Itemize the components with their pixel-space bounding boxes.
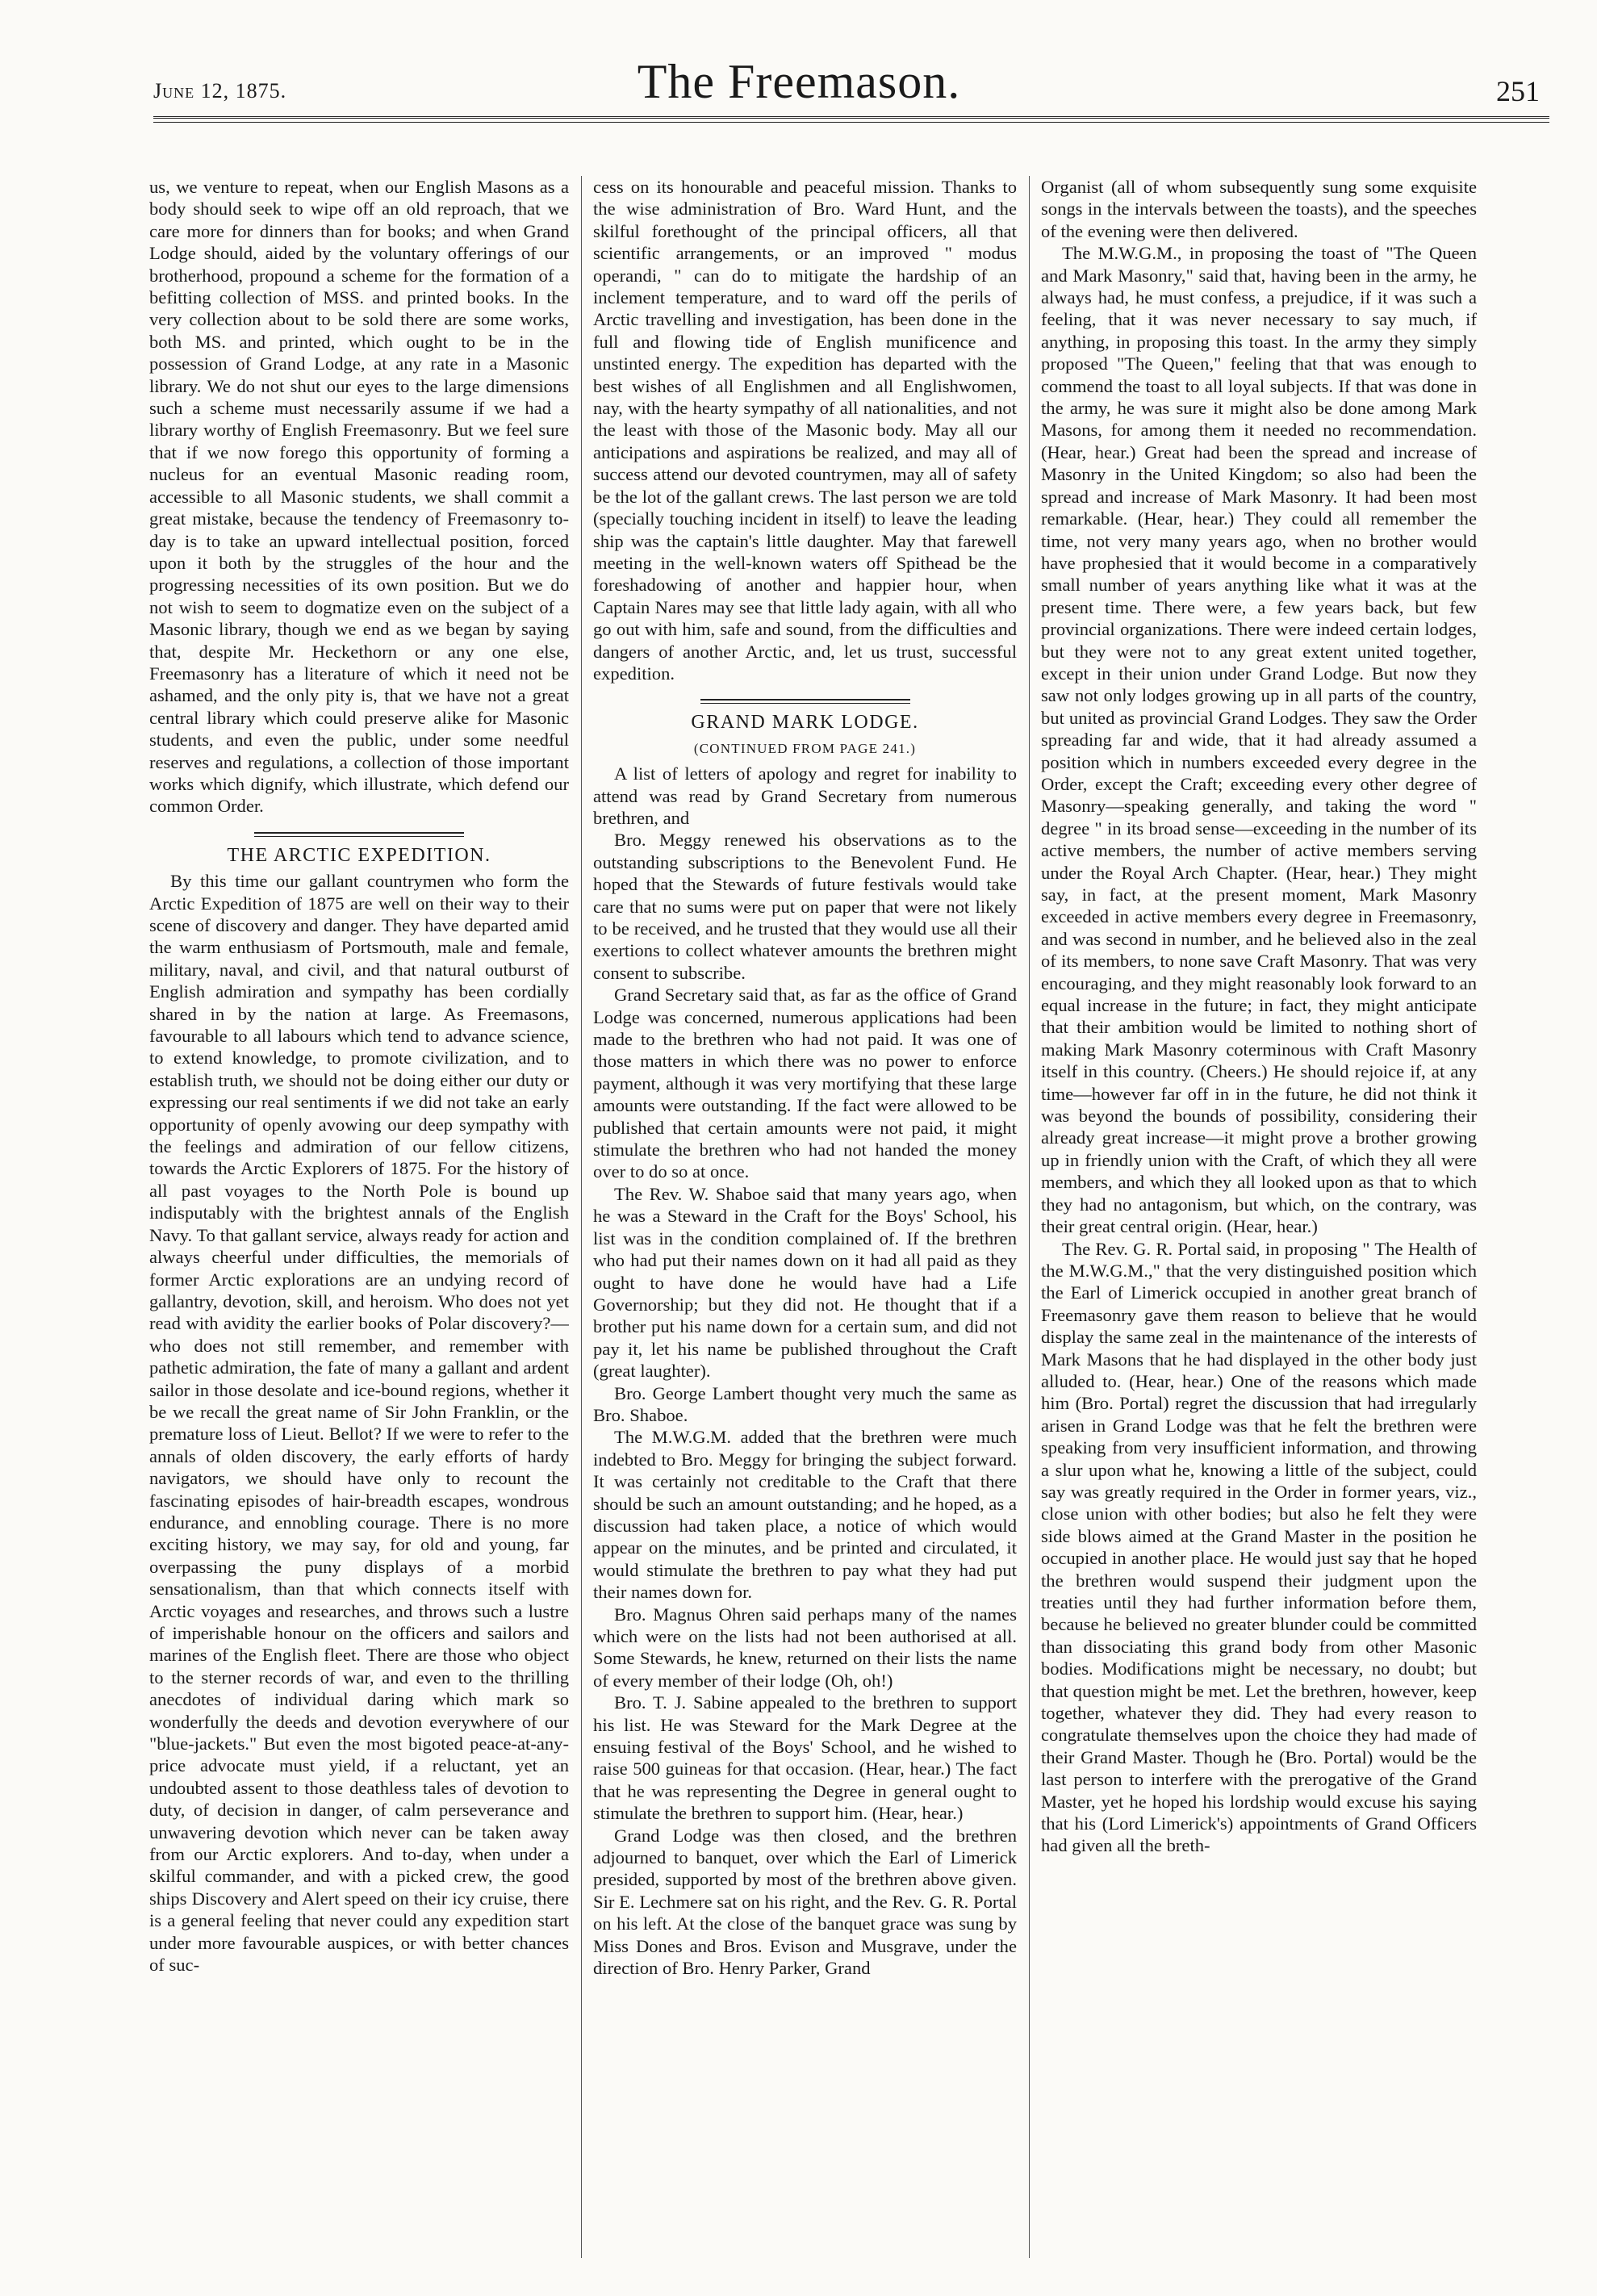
masthead — [48, 52, 1549, 140]
article-paragraph: Bro. Magnus Ohren said perhaps many of the names which were on the lists had not been authorised at all. Some Stewards, he knew, returned on their lists the name of every member of their lodge (Oh, oh!) — [593, 1604, 1017, 1691]
article-paragraph: Bro. T. J. Sabine appealed to the brethren to support his list. He was Steward for the Mark Degree at the ensuing festival of the Boys' School, and he wished to raise 500 guineas for that occasion. (Hear, hear.) The fact that he was representing the Degree in general ought to stimulate the brethren to support him. (Hear, hear.) — [593, 1692, 1017, 1824]
article-paragraph: The M.W.G.M., in proposing the toast of "The Queen and Mark Masonry," said that, having been in the army, he always had, he must confess, a prejudice, if it was such a feeling, that it was never necessary to say much, if anything, in proposing this toast. In the army they simply proposed "The Queen," feeling that that was enough to commend the toast to all loyal subjects. If that was done in the army, he was sure it might also be done among Mark Masons, for among them it needed no recommendation. (Hear, hear.) Great had been the spread and increase of Masonry in the United Kingdom; so also had been the spread and increase of Mark Masonry. It had been most remarkable. (Hear, hear.) They could all remember the time, not very many years ago, when no brother would have prophesied that it would become in a comparatively small number of years anything like what it was at the present time. There were, a few years back, but few provincial organizations. There were indeed certain lodges, but they were not to any great extent united together, except in their union under Grand Lodge. But now they saw not only lodges growing up in all parts of the country, but united as provincial Grand Lodges. They saw the Order spreading far and wide, that it had already assumed a position which in numbers exceeded every degree in the Order, except the Craft; exceeding every other degree of Masonry—speaking generally, and taking the word " degree " in its broad sense—exceeding in the number of its active members, the number of active members serving under the Royal Arch Chapter. (Hear, hear.) They might say, in fact, at the present moment, Mark Masonry exceeded in active members every degree in Freemasonry, and was second in number, and he believed also in the zeal of its members, to none save Craft Masonry. That was very encouraging, and they might reasonably look forward to an equal increase in the future; in fact, they might anticipate that their ambition would be limited to nothing short of making Mark Masonry coterminous with Craft Masonry itself in this country. (Cheers.) He should rejoice if, at any time—however far off in in the future, he did not think it was beyond the bounds of possibility, considering their already great increase—it might prove a brother growing up in friendly union with the Craft, of which they all were members, and which they all looked upon as that to which they had no antagonism, but which, on the contrary, was their great central origin. (Hear, hear.) — [1041, 243, 1477, 1237]
article-paragraph: Grand Secretary said that, as far as the office of Grand Lodge was concerned, numerous applications had been made to the brethren who had not paid. It was one of those matters in which there was no power to enforce payment, although it was very mortifying that these large amounts were outstanding. If the fact were allowed to be published that certain amounts were not paid, it might stimulate the brethren who had not handed the money over to do so at once. — [593, 985, 1017, 1182]
column-divider — [1029, 176, 1030, 2258]
page-number: 251 — [1496, 75, 1540, 107]
issue-date: June 12, 1875. — [153, 79, 287, 102]
column-1 — [149, 176, 569, 2258]
article-heading-grand-mark-lodge: GRAND MARK LODGE. — [691, 712, 919, 734]
column-2 — [593, 176, 1017, 2258]
masthead-rule — [153, 116, 1549, 123]
article-paragraph: The Rev. W. Shaboe said that many years ago, when he was a Steward in the Craft for the Boys' School, his list was in the condition complained of. If the brethren who had put their names down on it had all paid as they ought to have done he would have had a Life Governorship; but they did not. He thought that if a brother put his name down for a certain sum, and did not pay it, let his name be published throughout the Craft (great laughter). — [593, 1183, 1017, 1382]
section-divider — [254, 832, 464, 837]
article-paragraph: The M.W.G.M. added that the brethren were much indebted to Bro. Meggy for bringing the subject forward. It was certainly not creditable to the Craft that there should be such an amount outstanding; and he hoped, as a discussion had taken place, a notice of which would appear on the minutes, and be printed and circulated, it would stimulate the brethren to pay what they had put their names down for. — [593, 1427, 1017, 1603]
article-paragraph: The Rev. G. R. Portal said, in proposing " The Health of the M.W.G.M.," that the very distinguished position which the Earl of Limerick occupied in another great branch of Freemasonry gave them reason to believe that he would display the same zeal in the maintenance of the interests of Mark Masons that he had displayed in the other body just alluded to. (Hear, hear.) One of the reasons which made him (Bro. Portal) regret the discussion that had irregularly arisen in Grand Lodge was that he felt the brethren were speaking from very insufficient information, and throwing a slur upon what he, knowing a little of the subject, could say was greatly required in the Order in former years, viz., close union with other bodies; but also he felt they were side blows aimed at the Grand Master in the position he occupied in another place. He would just say that he hoped the brethren would suspend their judgment upon the treaties until they had further information before them, because he believed no greater blunder could be committed than dissociating this grand body from other Masonic bodies. Modifications might be necessary, no doubt; but that question might be met. Let the brethren, however, keep together, whatever they did. They had every reason to congratulate themselves upon the choice they had made of their Grand Master. Though he (Bro. Portal) would be the last person to interfere with the prerogative of the Grand Master, yet he hoped his lordship would excuse his saying that his (Lord Limerick's) appointments of Grand Officers had given all the breth- — [1041, 1238, 1477, 1856]
article-paragraph: Bro. Meggy renewed his observations as to the outstanding subscriptions to the Benevolent Fund. He hoped that the Stewards of future festivals would take care that no sums were put on paper that were not likely to be received, and he trusted that they would use all their exertions to collect whatever amounts the brethren might consent to subscribe. — [593, 830, 1017, 983]
article-paragraph: cess on its honourable and peaceful mission. Thanks to the wise administration of Bro. Ward Hunt, and the skilful forethought of the principal officers, all that scientific arrangements, or an improved " modus operandi, " can do to mitigate the hardship of an inclement temperature, and to ward off the perils of Arctic travelling and investigation, has been done in the full and flowing tide of English munificence and unstinted energy. The expedition has departed with the best wishes of all Englishmen and all Englishwomen, nay, with the hearty sympathy of all nationalities, and not the least with those of the Masonic body. May all our anticipations and aspirations be realized, and may all of success attend our devoted countrymen, may all of safety be the lot of the gallant crews. The last person we are told (specially touching incident in itself) to leave the leading ship was the captain's little daughter. May that farewell meeting in the well-known waters off Spithead be the foreshadowing of another and happier hour, when Captain Nares may see that little lady again, with all who go out with him, safe and sound, from the difficulties and dangers of another Arctic, and, let us trust, successful expedition. — [593, 177, 1017, 684]
column-3 — [1041, 176, 1477, 2258]
article-paragraph: A list of letters of apology and regret for inability to attend was read by Grand Secretary from numerous brethren, and — [593, 763, 1017, 828]
column-divider — [581, 176, 582, 2258]
article-subheading: (CONTINUED FROM PAGE 241.) — [693, 740, 917, 756]
article-paragraph: Organist (all of whom subsequently sung some exquisite songs in the intervals between the toasts), and the speeches of the evening were then delivered. — [1041, 177, 1477, 241]
article-paragraph: Grand Lodge was then closed, and the brethren adjourned to banquet, over which the Earl of Limerick presided, supported by most of the brethren above given. Sir E. Lechmere sat on his right, and the Rev. G. R. Portal on his left. At the close of the banquet grace was sung by Miss Dones and Bros. Evison and Musgrave, under the direction of Bro. Henry Parker, Grand — [593, 1825, 1017, 1979]
article-paragraph: Bro. George Lambert thought very much the same as Bro. Shaboe. — [593, 1382, 1017, 1425]
section-divider — [700, 699, 910, 704]
article-paragraph: us, we venture to repeat, when our English Masons as a body should seek to wipe off an old reproach, that we care more for dinners than for books; and when Grand Lodge should, aided by the voluntary offerings of our brotherhood, propound a scheme for the formation of a befitting collection of MSS. and printed books. In the very collection about to be sold there are some works, both MS. and printed, which ought to be in the possession of Grand Lodge, at any rate in a Masonic library. We do not shut our eyes to the large dimensions such a scheme must necessarily assume if we had a library worthy of English Freemasonry. But we feel sure that if we now forego this opportunity of forming a nucleus for an eventual Masonic reading room, accessible to all Masonic students, we shall commit a great mistake, because the tendency of Freemasonry to-day is to take an upward intellectual position, forced upon it both by the struggles of the hour and the progressing necessities of its own position. But we do not wish to seem to dogmatize even on the subject of a Masonic library, though we end as we began by saying that, despite Mr. Heckethorn or any one else, Freemasonry has a literature of which it need not be ashamed, and the only pity is, that we have not a great central library which could preserve alike for Masonic students, and even the public, under some needful reserves and regulations, a collection of those important works which dignify, which illustrate, which defend our common Order. — [149, 177, 569, 817]
article-heading-arctic-expedition: THE ARCTIC EXPEDITION. — [227, 844, 491, 866]
article-paragraph: By this time our gallant countrymen who form the Arctic Expedition of 1875 are well on their way to their scene of discovery and danger. They have departed amid the warm enthusiasm of Portsmouth, male and female, military, naval, and civil, and that natural outburst of English admiration and sympathy has been cordially shared in by the nation at large. As Freemasons, favourable to all labours which tend to advance science, to extend knowledge, to promote civilization, and to establish truth, we should not be doing either our duty or expressing our real sentiments if we did not take an early opportunity of openly avowing our deep sympathy with the feelings and admiration of our fellow citizens, towards the Arctic Explorers of 1875. For the history of all past voyages to the North Pole is bound up indisputably with the brightest annals of the English Navy. To that gallant service, always ready for action and always cheerful under difficulties, the memorials of former Arctic explorations are an undying record of gallantry, devotion, skill, and heroism. Who does not yet read with avidity the earlier books of Polar discovery?—who does not still remember, and remember with pathetic admiration, the fate of many a gallant and ardent sailor in those desolate and ice-bound regions, whether it be we recall the great name of Sir John Franklin, or the premature loss of Lieut. Bellot? If we were to refer to the annals of olden discovery, the early efforts of hardy navigators, we should have only to recount the fascinating episodes of hair-breadth escapes, wondrous endurance, and ennobling courage. There is no more exciting history, we may say, for old and young, far overpassing the puny displays of a morbid sensationalism, than that which connects itself with Arctic voyages and researches, and throws such a lustre of imperishable honour on the officers and sailors and marines of the English fleet. There are those who object to the sterner records of war, and even to the thrilling anecdotes of individual daring which mark so wonderfully the deeds and devotion everywhere of our "blue-jackets." But even the most bigoted peace-at-any-price advocate must yield, if a reluctant, yet an undoubted assent to those deathless tales of devotion to duty, of decision in danger, of calm perseverance and unwavering devotion which never can be taken away from our Arctic explorers. And to-day, when under a skilful commander, and with a picked crew, the good ships Discovery and Alert speed on their icy cruise, there is a general feeling that never could any expedition start under more favourable auspices, or with better chances of suc- — [149, 871, 569, 1976]
newspaper-title: The Freemason. — [637, 55, 961, 108]
